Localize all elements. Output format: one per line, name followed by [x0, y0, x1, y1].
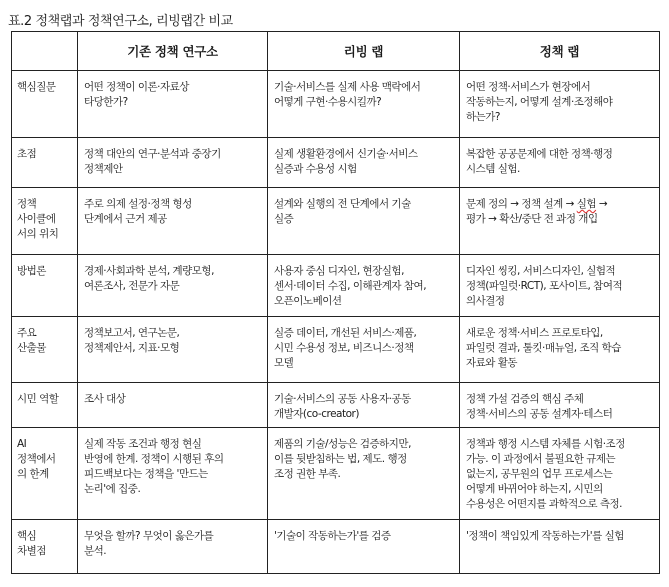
table-cell: 정책 가설 검증의 핵심 주체 정책·서비스의 공동 설계자·테스터	[460, 383, 660, 428]
table-cell: 무엇을 할까? 무엇이 옳은가를 분석.	[78, 520, 268, 574]
row-header-cell: AI 정책에서 의 한계	[12, 428, 78, 520]
table-cell: 기술·서비스의 공동 사용자·공동 개발자(co-creator)	[268, 383, 460, 428]
row-header-cell: 핵심 차별점	[12, 520, 78, 574]
table-row	[12, 188, 660, 255]
table-cell: 제품의 기술/성능은 검증하지만, 이를 뒷받침하는 법, 제도. 행정 조정 권한 부족.	[268, 428, 460, 520]
row-header-cell: 초점	[12, 138, 78, 188]
table-row	[12, 383, 660, 428]
header-cell-policy-lab: 정책 랩	[460, 32, 660, 71]
row-header-cell: 방법론	[12, 255, 78, 317]
header-cell-living-lab: 리빙 랩	[268, 32, 460, 71]
table-cell-policy-cycle	[460, 188, 660, 255]
table-cell: 주로 의제 설정·정책 형성 단계에서 근거 제공	[78, 188, 268, 255]
table-cell: 조사 대상	[78, 383, 268, 428]
table-cell: 복잡한 공공문제에 대한 정책·행정 시스템 실험.	[460, 138, 660, 188]
table-cell: '기술이 작동하는가'를 검증	[268, 520, 460, 574]
table-cell: 새로운 정책·서비스 프로토타입, 파일럿 결과, 툴킷·매뉴얼, 조직 학습 자료와 활동	[460, 317, 660, 383]
table-cell: 실증 데이터, 개선된 서비스·제품, 시민 수용성 정보, 비즈니스·정책 모델	[268, 317, 460, 383]
table-body	[12, 71, 660, 574]
table-cell: 어떤 정책·서비스가 현장에서 작동하는지, 어떻게 설계·조정해야 하는가?	[460, 71, 660, 138]
header-cell-policy-institute: 기존 정책 연구소	[78, 32, 268, 71]
cell-text: 평가 → 확산/중단 전 과정 개입	[466, 213, 598, 225]
table-row	[12, 520, 660, 574]
table-header-row	[12, 32, 660, 71]
table-row	[12, 255, 660, 317]
table-row	[12, 317, 660, 383]
table-cell: '정책이 책임있게 작동하는가'를 실험	[460, 520, 660, 574]
row-header-cell: 핵심질문	[12, 71, 78, 138]
header-cell-corner	[12, 32, 78, 71]
table-cell: 실제 작동 조건과 행정 현실 반영에 한계. 정책이 시행된 후의 피드백보다는 정책을 '만드는 논리'에 집중.	[78, 428, 268, 520]
row-header-cell: 주요 산출물	[12, 317, 78, 383]
cell-text: 문제 정의 → 정책 설계 →	[466, 198, 577, 210]
table-cell: 정책 대안의 연구·분석과 중장기 정책제안	[78, 138, 268, 188]
table-cell: 경제·사회과학 분석, 계량모형, 여론조사, 전문가 자문	[78, 255, 268, 317]
row-header-cell: 시민 역할	[12, 383, 78, 428]
table-cell: 설계와 실행의 전 단계에서 기술 실증	[268, 188, 460, 255]
table-caption: 표.2 정책랩과 정책연구소, 리빙랩간 비교	[8, 14, 233, 29]
comparison-table	[11, 31, 660, 574]
table-cell: 정책보고서, 연구논문, 정책제안서, 지표·모형	[78, 317, 268, 383]
table-cell: 실제 생활환경에서 신기술·서비스 실증과 수용성 시험	[268, 138, 460, 188]
table-row	[12, 428, 660, 520]
table-row	[12, 138, 660, 188]
spellcheck-underlined-word: 실험	[576, 198, 597, 210]
table-cell: 디자인 씽킹, 서비스디자인, 실험적 정책(파일럿·RCT), 포사이트, 참여적 의사결정	[460, 255, 660, 317]
table-cell: 정책과 행정 시스템 자체를 시험·조정 가능. 이 과정에서 불필요한 규제는 없는지, 공무원의 업무 프로세스는 어떻게 바뀌어야 하는지, 시민의 수용성은 어떤지를 과학적으로 측정.	[460, 428, 660, 520]
table-row	[12, 71, 660, 138]
table-cell: 기술·서비스를 실제 사용 맥락에서 어떻게 구현·수용시킬까?	[268, 71, 460, 138]
table-cell: 사용자 중심 디자인, 현장실험, 센서·데이터 수집, 이해관계자 참여, 오픈이노베이션	[268, 255, 460, 317]
table-cell: 어떤 정책이 이론·자료상 타당한가?	[78, 71, 268, 138]
cell-text: →	[596, 198, 608, 210]
row-header-cell: 정책 사이클에 서의 위치	[12, 188, 78, 255]
